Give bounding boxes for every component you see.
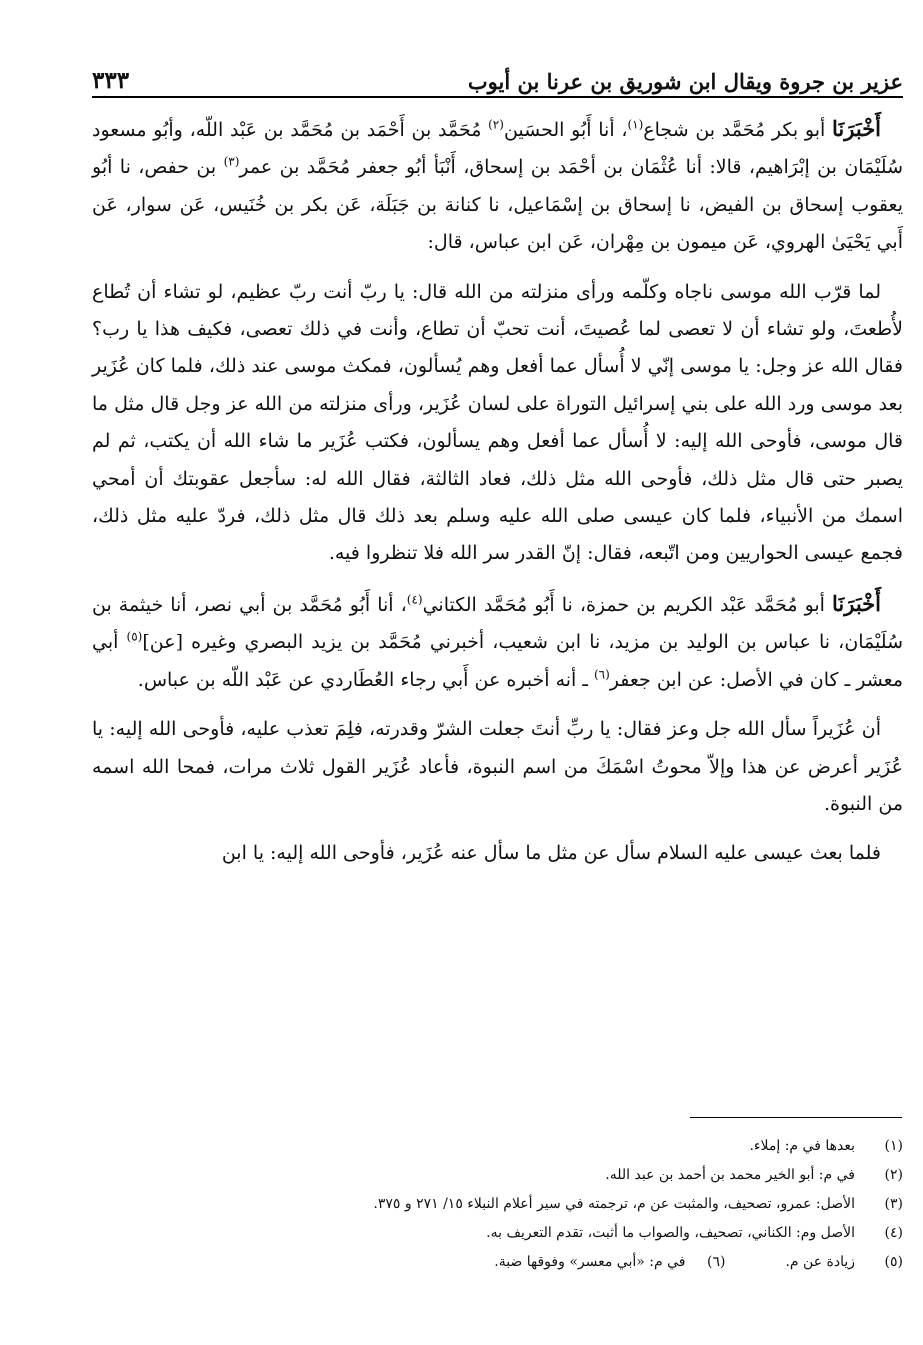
footnote-row-5-6 xyxy=(160,1248,903,1277)
footnote-ref-1[interactable]: (١) xyxy=(627,117,644,132)
paragraph-isnad-1 xyxy=(92,110,903,262)
text-run: مُحَمَّد بن أَحْمَد بن مُحَمَّد بن عَبْد اللّه، وأبُو مسعود سُلَيْمَان بن إبْرَاهيم، قالا: أنا عُثْمَان بن أحْمَد بن إسحاق، أَنْبَأ أبُو جعفر مُحَمَّد بن عمر xyxy=(92,119,903,179)
footnote-ref-5[interactable]: (٥) xyxy=(126,629,143,644)
paragraph-narration-3: فلما بعث عيسى عليه السلام سأل عن مثل ما سأل عنه عُزَير، فأوحى الله إليه: يا ابن xyxy=(221,842,881,865)
footnote-number: (٣) xyxy=(884,1196,903,1212)
footnote-6 xyxy=(494,1248,725,1277)
header-rule xyxy=(92,96,903,98)
page-header xyxy=(92,56,903,92)
footnote-text: زيادة عن م. xyxy=(785,1254,855,1270)
paragraph-isnad-2 xyxy=(92,585,903,699)
footnote-4 xyxy=(160,1219,903,1248)
footnote-number: (٤) xyxy=(884,1225,903,1241)
page-number: ٣٣٣ xyxy=(92,67,130,94)
footnote-number: (٦) xyxy=(707,1254,726,1270)
main-text xyxy=(92,110,903,873)
footnote-text: في م: «أبي معسر» وفوقها ضبة. xyxy=(494,1254,686,1270)
footnote-text: الأصل: عمرو، تصحيف، والمثبت عن م، ترجمته في سير أعلام النبلاء ١٥/ ٢٧١ و ٣٧٥. xyxy=(373,1196,855,1212)
text-run: أبو مُحَمَّد عَبْد الكريم بن حمزة، نا أَبُو مُحَمَّد الكتاني xyxy=(422,593,833,616)
text-run: ـ أنه أخبره عن أَبي رجاء العُطَاردي عن عَبْد اللّه بن عباس. xyxy=(137,668,594,691)
running-title: عزير بن جروة ويقال ابن شوريق بن عرنا بن أيوب xyxy=(467,69,903,94)
footnote-text: الأصل وم: الكناني، تصحيف، والصواب ما أثبت، تقدم التعريف به. xyxy=(486,1225,855,1241)
footnote-ref-6[interactable]: (٦) xyxy=(593,667,610,682)
footnote-number: (٢) xyxy=(884,1167,903,1183)
text-run: بن حفص، نا أبُو يعقوب إسحاق بن الفيض، نا إسحاق بن إسْمَاعيل، نا كنانة بن جَبَلَة، عَن بكر بن خُنَيس، عَن سوار، عَن أَبي يَحْيَىٰ الهروي، عَن ميمون بن مِهْران، عَن ابن عباس، قال: xyxy=(92,156,903,254)
footnote-number: (٥) xyxy=(884,1254,903,1270)
footnote-3 xyxy=(160,1190,903,1219)
footnote-ref-2[interactable]: (٢) xyxy=(488,117,504,132)
footnote-rule xyxy=(690,1117,902,1118)
footnote-number: (١) xyxy=(884,1138,903,1154)
footnote-ref-3[interactable]: (٣) xyxy=(223,155,240,170)
text-run: أبي معشر ـ كان في الأصل: عن ابن جعفر xyxy=(92,631,903,691)
akhbarana-lead: أَخْبَرَنَا xyxy=(832,116,882,141)
footnotes xyxy=(160,1132,903,1277)
footnote-text: بعدها في م: إملاء. xyxy=(749,1138,855,1154)
text-run: أبو بكر مُحَمَّد بن شجاع xyxy=(643,119,833,141)
text-run: ، أنا أَبُو الحسَين xyxy=(503,119,628,141)
footnote-text: في م: أبو الخير محمد بن أحمد بن عبد الله. xyxy=(605,1167,855,1183)
text-run: ، أنا أَبُو مُحَمَّد بن أبي نصر، أنا خيثمة بن سُلَيْمَان، نا عباس بن الوليد بن مزيد، نا ابن شعيب، أخبرني مُحَمَّد بن يزيد البصري وغيره [عن] xyxy=(92,593,903,654)
footnote-2 xyxy=(160,1161,903,1190)
footnote-ref-4[interactable]: (٤) xyxy=(406,592,423,607)
footnote-1 xyxy=(160,1132,903,1161)
paragraph-narration-2: أن عُزَيراً سأل الله جل وعز فقال: يا ربِّ أنتَ جعلت الشرّ وقدرته، فلِمَ تعذب عليه، فأوحى الله إليه: يا عُزَير أعرض عن هذا وإلاّ محوتُ اسْمَكَ من اسم النبوة، فأعاد عُزَير القول ثلاث مرات، فمحا الله اسمه من النبوة. xyxy=(92,718,903,815)
paragraph-narration-1: لما قرّب الله موسى ناجاه وكلّمه ورأى منزلته من الله قال: يا ربّ أنت ربّ عظيم، لو تشاء أن تُطاع لأُطعتَ، ولو تشاء أن لا تعصى لما عُصيتَ، أنت تحبّ أن تطاع، وأنت في ذلك تعصى، فكيف هذا يا رب؟ فقال الله عز وجل: يا موسى إنّي لا أُسأل عما أفعل وهم يُسألون، فمكث موسى عند ذلك، فلما كان عُزَير بعد موسى ورد الله على بني إسرائيل التوراة على لسان عُزَير، ورأى منزلته من الله عز وجل قال مثل ما قال موسى، فأوحى الله إليه: لا أُسأل عما أفعل وهم يسألون، فكتب عُزَير ما شاء الله أن يكتب، ثم لم يصبر حتى قال مثل ذلك، فأوحى الله مثل ذلك، فعاد الثالثة، فقال الله له: سأجعل عقوبتك أن أمحي اسمك من الأنبياء، فلما كان عيسى صلى الله عليه وسلم بعد ذلك قال مثل ذلك، فردّ عليه مثل ذلك، فجمع عيسى الحواريين ومن اتّبعه، فقال: إنّ القدر سر الله فلا تنظروا فيه. xyxy=(92,280,903,565)
akhbarana-lead: أَخْبَرَنَا xyxy=(832,590,881,616)
